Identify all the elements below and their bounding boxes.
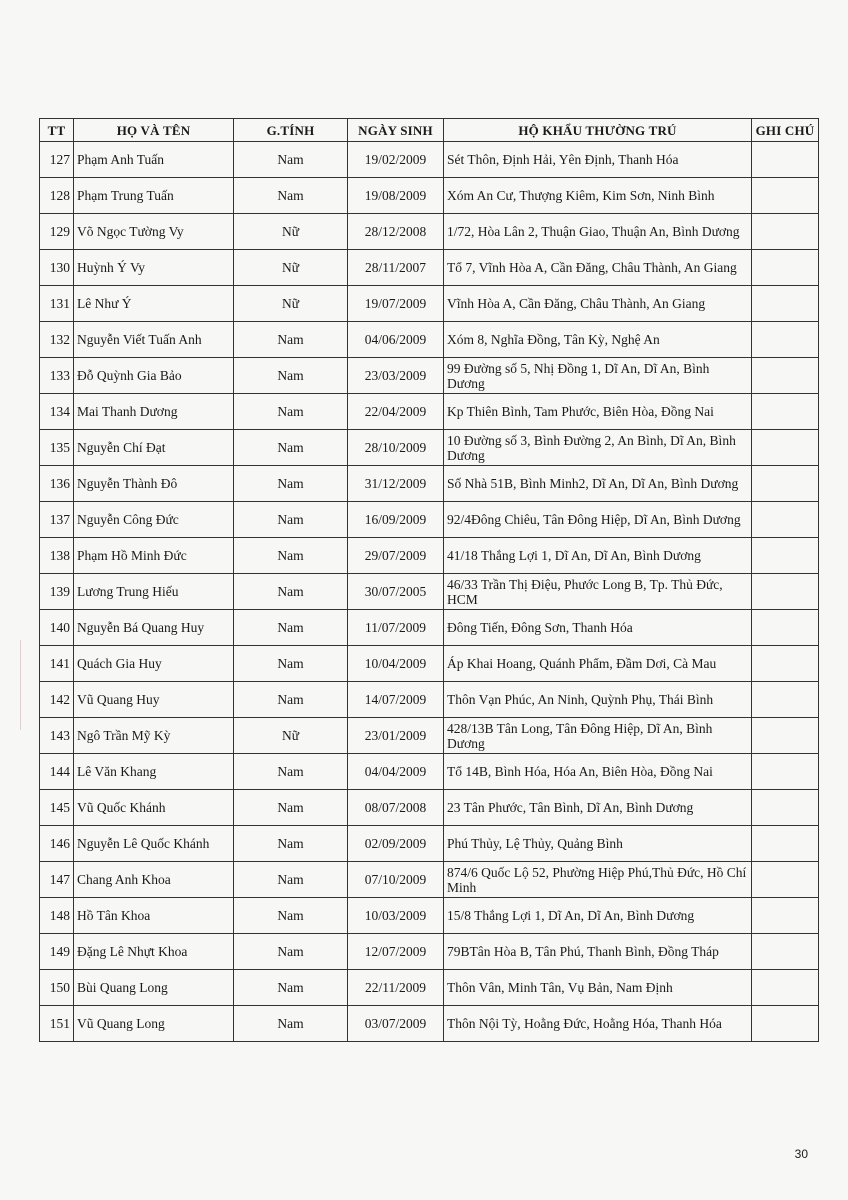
cell-dob: 04/06/2009 [348, 322, 444, 358]
cell-tt: 146 [40, 826, 74, 862]
page-number: 30 [794, 1147, 808, 1161]
cell-name: Đỗ Quỳnh Gia Bảo [74, 358, 234, 394]
table-row [40, 790, 819, 826]
cell-address: Tổ 7, Vĩnh Hòa A, Cần Đăng, Châu Thành, An Giang [444, 250, 752, 286]
cell-tt: 137 [40, 502, 74, 538]
cell-sex: Nữ [234, 286, 348, 322]
cell-tt: 129 [40, 214, 74, 250]
cell-name: Ngô Trần Mỹ Kỳ [74, 718, 234, 754]
cell-sex: Nam [234, 466, 348, 502]
cell-note [752, 214, 819, 250]
table-row [40, 862, 819, 898]
cell-sex: Nam [234, 790, 348, 826]
table-row [40, 718, 819, 754]
cell-dob: 22/11/2009 [348, 970, 444, 1006]
cell-dob: 19/07/2009 [348, 286, 444, 322]
cell-sex: Nam [234, 934, 348, 970]
cell-tt: 130 [40, 250, 74, 286]
cell-address: Sét Thôn, Định Hải, Yên Định, Thanh Hóa [444, 142, 752, 178]
cell-dob: 12/07/2009 [348, 934, 444, 970]
cell-dob: 28/11/2007 [348, 250, 444, 286]
cell-dob: 03/07/2009 [348, 1006, 444, 1042]
cell-note [752, 286, 819, 322]
cell-dob: 31/12/2009 [348, 466, 444, 502]
cell-dob: 23/03/2009 [348, 358, 444, 394]
cell-address: 15/8 Thắng Lợi 1, Dĩ An, Dĩ An, Bình Dương [444, 898, 752, 934]
cell-name: Phạm Anh Tuấn [74, 142, 234, 178]
cell-tt: 140 [40, 610, 74, 646]
cell-address: Thôn Nội Tỳ, Hoằng Đức, Hoằng Hóa, Thanh Hóa [444, 1006, 752, 1042]
cell-name: Chang Anh Khoa [74, 862, 234, 898]
cell-note [752, 718, 819, 754]
cell-address: Số Nhà 51B, Bình Minh2, Dĩ An, Dĩ An, Bình Dương [444, 466, 752, 502]
table-row [40, 826, 819, 862]
cell-name: Hồ Tân Khoa [74, 898, 234, 934]
table-row [40, 178, 819, 214]
cell-sex: Nam [234, 970, 348, 1006]
cell-name: Nguyễn Thành Đô [74, 466, 234, 502]
cell-sex: Nam [234, 394, 348, 430]
cell-sex: Nam [234, 178, 348, 214]
cell-tt: 131 [40, 286, 74, 322]
cell-tt: 136 [40, 466, 74, 502]
cell-tt: 127 [40, 142, 74, 178]
cell-sex: Nam [234, 754, 348, 790]
cell-note [752, 898, 819, 934]
cell-tt: 148 [40, 898, 74, 934]
table-row [40, 1006, 819, 1042]
cell-dob: 19/02/2009 [348, 142, 444, 178]
table-row [40, 538, 819, 574]
cell-sex: Nam [234, 502, 348, 538]
cell-address: Tổ 14B, Bình Hóa, Hóa An, Biên Hòa, Đồng Nai [444, 754, 752, 790]
cell-dob: 28/10/2009 [348, 430, 444, 466]
header-name: HỌ VÀ TÊN [74, 119, 234, 142]
cell-address: 1/72, Hòa Lân 2, Thuận Giao, Thuận An, Bình Dương [444, 214, 752, 250]
cell-dob: 23/01/2009 [348, 718, 444, 754]
cell-name: Quách Gia Huy [74, 646, 234, 682]
table-row [40, 430, 819, 466]
cell-tt: 149 [40, 934, 74, 970]
cell-address: Vĩnh Hòa A, Cần Đăng, Châu Thành, An Giang [444, 286, 752, 322]
cell-name: Đặng Lê Nhựt Khoa [74, 934, 234, 970]
table-row [40, 358, 819, 394]
cell-address: 41/18 Thắng Lợi 1, Dĩ An, Dĩ An, Bình Dương [444, 538, 752, 574]
cell-dob: 29/07/2009 [348, 538, 444, 574]
cell-sex: Nam [234, 682, 348, 718]
cell-dob: 28/12/2008 [348, 214, 444, 250]
cell-name: Huỳnh Ý Vy [74, 250, 234, 286]
table-row [40, 610, 819, 646]
table-row [40, 898, 819, 934]
cell-address: 46/33 Trần Thị Điệu, Phước Long B, Tp. Thủ Đức, HCM [444, 574, 752, 610]
cell-sex: Nữ [234, 718, 348, 754]
cell-tt: 145 [40, 790, 74, 826]
cell-note [752, 754, 819, 790]
cell-note [752, 466, 819, 502]
cell-dob: 02/09/2009 [348, 826, 444, 862]
cell-note [752, 322, 819, 358]
table-row [40, 970, 819, 1006]
table-row [40, 322, 819, 358]
header-tt: TT [40, 119, 74, 142]
cell-tt: 141 [40, 646, 74, 682]
cell-note [752, 646, 819, 682]
header-dob: NGÀY SINH [348, 119, 444, 142]
cell-name: Nguyễn Viết Tuấn Anh [74, 322, 234, 358]
cell-note [752, 826, 819, 862]
cell-dob: 07/10/2009 [348, 862, 444, 898]
cell-note [752, 538, 819, 574]
cell-address: 874/6 Quốc Lộ 52, Phường Hiệp Phú,Thủ Đức, Hồ Chí Minh [444, 862, 752, 898]
cell-sex: Nam [234, 610, 348, 646]
table-row [40, 394, 819, 430]
cell-address: Kp Thiên Bình, Tam Phước, Biên Hòa, Đồng Nai [444, 394, 752, 430]
cell-sex: Nam [234, 646, 348, 682]
cell-address: 10 Đường số 3, Bình Đường 2, An Bình, Dĩ An, Bình Dương [444, 430, 752, 466]
table-row [40, 466, 819, 502]
cell-dob: 10/04/2009 [348, 646, 444, 682]
cell-note [752, 178, 819, 214]
cell-note [752, 682, 819, 718]
cell-note [752, 790, 819, 826]
cell-tt: 128 [40, 178, 74, 214]
cell-dob: 04/04/2009 [348, 754, 444, 790]
cell-dob: 19/08/2009 [348, 178, 444, 214]
table-header-row [40, 119, 819, 142]
cell-name: Bùi Quang Long [74, 970, 234, 1006]
table-row [40, 934, 819, 970]
cell-sex: Nam [234, 430, 348, 466]
cell-name: Vũ Quang Huy [74, 682, 234, 718]
cell-sex: Nam [234, 358, 348, 394]
cell-tt: 142 [40, 682, 74, 718]
table-row [40, 574, 819, 610]
table-row [40, 214, 819, 250]
cell-sex: Nam [234, 1006, 348, 1042]
cell-tt: 144 [40, 754, 74, 790]
cell-name: Mai Thanh Dương [74, 394, 234, 430]
cell-name: Phạm Hồ Minh Đức [74, 538, 234, 574]
cell-name: Vũ Quang Long [74, 1006, 234, 1042]
cell-name: Lê Như Ý [74, 286, 234, 322]
cell-note [752, 142, 819, 178]
cell-note [752, 1006, 819, 1042]
cell-address: 23 Tân Phước, Tân Bình, Dĩ An, Bình Dương [444, 790, 752, 826]
cell-address: 79BTân Hòa B, Tân Phú, Thanh Bình, Đồng Tháp [444, 934, 752, 970]
cell-tt: 135 [40, 430, 74, 466]
cell-dob: 14/07/2009 [348, 682, 444, 718]
cell-name: Nguyễn Công Đức [74, 502, 234, 538]
cell-address: Đông Tiến, Đông Sơn, Thanh Hóa [444, 610, 752, 646]
table-row [40, 682, 819, 718]
cell-address: 99 Đường số 5, Nhị Đồng 1, Dĩ An, Dĩ An, Bình Dương [444, 358, 752, 394]
cell-address: Thôn Vân, Minh Tân, Vụ Bản, Nam Định [444, 970, 752, 1006]
cell-name: Võ Ngọc Tường Vy [74, 214, 234, 250]
cell-tt: 139 [40, 574, 74, 610]
cell-dob: 11/07/2009 [348, 610, 444, 646]
cell-tt: 143 [40, 718, 74, 754]
cell-tt: 134 [40, 394, 74, 430]
cell-address: Áp Khai Hoang, Quánh Phẩm, Đầm Dơi, Cà Mau [444, 646, 752, 682]
cell-dob: 10/03/2009 [348, 898, 444, 934]
cell-address: Xóm 8, Nghĩa Đồng, Tân Kỳ, Nghệ An [444, 322, 752, 358]
cell-address: Phú Thủy, Lệ Thủy, Quảng Bình [444, 826, 752, 862]
cell-sex: Nam [234, 862, 348, 898]
cell-address: Xóm An Cư, Thượng Kiêm, Kim Sơn, Ninh Bình [444, 178, 752, 214]
cell-tt: 151 [40, 1006, 74, 1042]
cell-sex: Nữ [234, 250, 348, 286]
cell-name: Nguyễn Bá Quang Huy [74, 610, 234, 646]
student-roster-table [39, 118, 819, 1042]
cell-sex: Nam [234, 574, 348, 610]
cell-note [752, 574, 819, 610]
cell-tt: 133 [40, 358, 74, 394]
table-row [40, 646, 819, 682]
cell-sex: Nam [234, 898, 348, 934]
cell-sex: Nam [234, 538, 348, 574]
cell-address: Thôn Vạn Phúc, An Ninh, Quỳnh Phụ, Thái Bình [444, 682, 752, 718]
table-row [40, 286, 819, 322]
cell-name: Nguyễn Chí Đạt [74, 430, 234, 466]
cell-name: Lê Văn Khang [74, 754, 234, 790]
cell-dob: 08/07/2008 [348, 790, 444, 826]
cell-note [752, 394, 819, 430]
cell-sex: Nam [234, 142, 348, 178]
cell-address: 428/13B Tân Long, Tân Đông Hiệp, Dĩ An, Bình Dương [444, 718, 752, 754]
header-address: HỘ KHẨU THƯỜNG TRÚ [444, 119, 752, 142]
header-sex: G.TÍNH [234, 119, 348, 142]
cell-note [752, 862, 819, 898]
cell-sex: Nam [234, 826, 348, 862]
cell-name: Lương Trung Hiếu [74, 574, 234, 610]
cell-note [752, 610, 819, 646]
cell-note [752, 970, 819, 1006]
cell-dob: 16/09/2009 [348, 502, 444, 538]
cell-tt: 150 [40, 970, 74, 1006]
margin-stamp-mark [20, 640, 41, 730]
cell-name: Vũ Quốc Khánh [74, 790, 234, 826]
cell-note [752, 430, 819, 466]
cell-tt: 138 [40, 538, 74, 574]
table-body [40, 142, 819, 1042]
cell-dob: 30/07/2005 [348, 574, 444, 610]
table-row [40, 754, 819, 790]
cell-note [752, 250, 819, 286]
table-row [40, 502, 819, 538]
cell-name: Phạm Trung Tuấn [74, 178, 234, 214]
cell-address: 92/4Đông Chiêu, Tân Đông Hiệp, Dĩ An, Bình Dương [444, 502, 752, 538]
table-row [40, 142, 819, 178]
cell-note [752, 502, 819, 538]
cell-note [752, 934, 819, 970]
cell-tt: 147 [40, 862, 74, 898]
cell-sex: Nữ [234, 214, 348, 250]
cell-dob: 22/04/2009 [348, 394, 444, 430]
cell-tt: 132 [40, 322, 74, 358]
cell-name: Nguyễn Lê Quốc Khánh [74, 826, 234, 862]
cell-note [752, 358, 819, 394]
table-row [40, 250, 819, 286]
header-note: GHI CHÚ [752, 119, 819, 142]
cell-sex: Nam [234, 322, 348, 358]
